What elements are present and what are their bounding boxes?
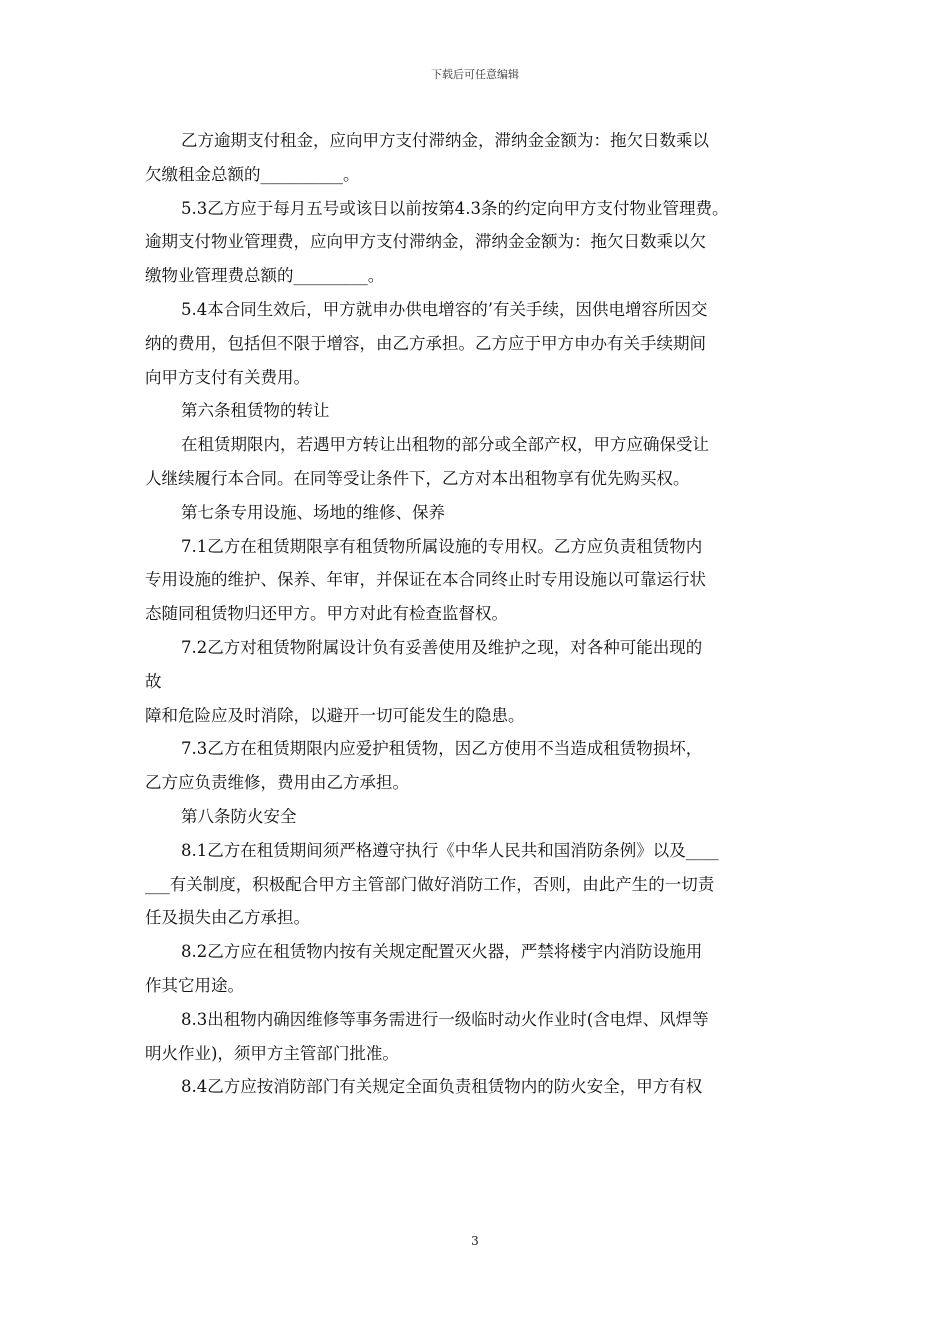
text-line: 7.1乙方在租赁期限享有租赁物所属设施的专用权。乙方应负责租赁物内 — [181, 536, 703, 556]
contract-body — [145, 124, 807, 1104]
page-number: 3 — [471, 1234, 479, 1248]
text-line: 第六条租赁物的转让 — [181, 401, 330, 421]
text-line: 态随同租赁物归还甲方。甲方对此有检查监督权。 — [145, 604, 508, 624]
text-line: 5.3乙方应于每月五号或该日以前按第4.3条的约定向甲方支付物业管理费。 — [181, 198, 729, 218]
text-line: ___有关制度，积极配合甲方主管部门做好消防工作，否则，由此产生的一切责 — [145, 874, 715, 894]
text-line: 明火作业)，须甲方主管部门批准。 — [145, 1043, 399, 1063]
text-line: 欠缴租金总额的__________。 — [145, 164, 360, 184]
text-line: 8.3出租物内确因维修等事务需进行一级临时动火作业时(含电焊、风焊等 — [181, 1009, 709, 1029]
text-line: 专用设施的维护、保养、年审，并保证在本合同终止时专用设施以可靠运行状 — [145, 570, 706, 590]
text-line: 5.4本合同生效后，甲方就申办供电增容的’有关手续，因供电增容所因交 — [181, 299, 708, 319]
text-line: 8.1乙方在租赁期间须严格遵守执行《中华人民共和国消防条例》以及____ — [181, 840, 719, 860]
text-line: 乙方逾期支付租金，应向甲方支付滞纳金，滞纳金金额为：拖欠日数乘以 — [181, 131, 709, 150]
text-line: 人继续履行本合同。在同等受让条件下，乙方对本出租物享有优先购买权。 — [145, 468, 690, 488]
text-line: 缴物业管理费总额的_________。 — [145, 266, 385, 286]
text-line: 8.2乙方应在租赁物内按有关规定配置灭火器，严禁将楼宇内消防设施用 — [181, 942, 703, 962]
text-line: 作其它用途。 — [145, 975, 244, 995]
text-line: 8.4乙方应按消防部门有关规定全面负责租赁物内的防火安全，甲方有权 — [181, 1077, 703, 1097]
text-line: 任及损失由乙方承担。 — [145, 908, 310, 928]
text-line: 障和危险应及时消除，以避开一切可能发生的隐患。 — [145, 705, 525, 725]
text-line: 乙方应负责维修，费用由乙方承担。 — [145, 773, 409, 793]
text-line: 故 — [145, 671, 162, 691]
text-line: 逾期支付物业管理费，应向甲方支付滞纳金，滞纳金金额为：拖欠日数乘以欠 — [145, 232, 706, 252]
text-line: 在租赁期限内，若遇甲方转让出租物的部分或全部产权，甲方应确保受让 — [181, 435, 709, 455]
text-line: 纳的费用，包括但不限于增容，由乙方承担。乙方应于甲方申办有关手续期间 — [145, 333, 706, 353]
text-line: 向甲方支付有关费用。 — [145, 367, 310, 387]
text-line: 第八条防火安全 — [181, 806, 297, 826]
page-header: 下载后可任意编辑 — [431, 68, 519, 81]
text-line: 第七条专用设施、场地的维修、保养 — [181, 502, 445, 522]
text-line: 7.3乙方在租赁期限内应爱护租赁物，因乙方使用不当造成租赁物损坏， — [181, 739, 703, 759]
text-line: 7.2乙方对租赁物附属设计负有妥善使用及维护之现，对各种可能出现的 — [181, 637, 703, 657]
